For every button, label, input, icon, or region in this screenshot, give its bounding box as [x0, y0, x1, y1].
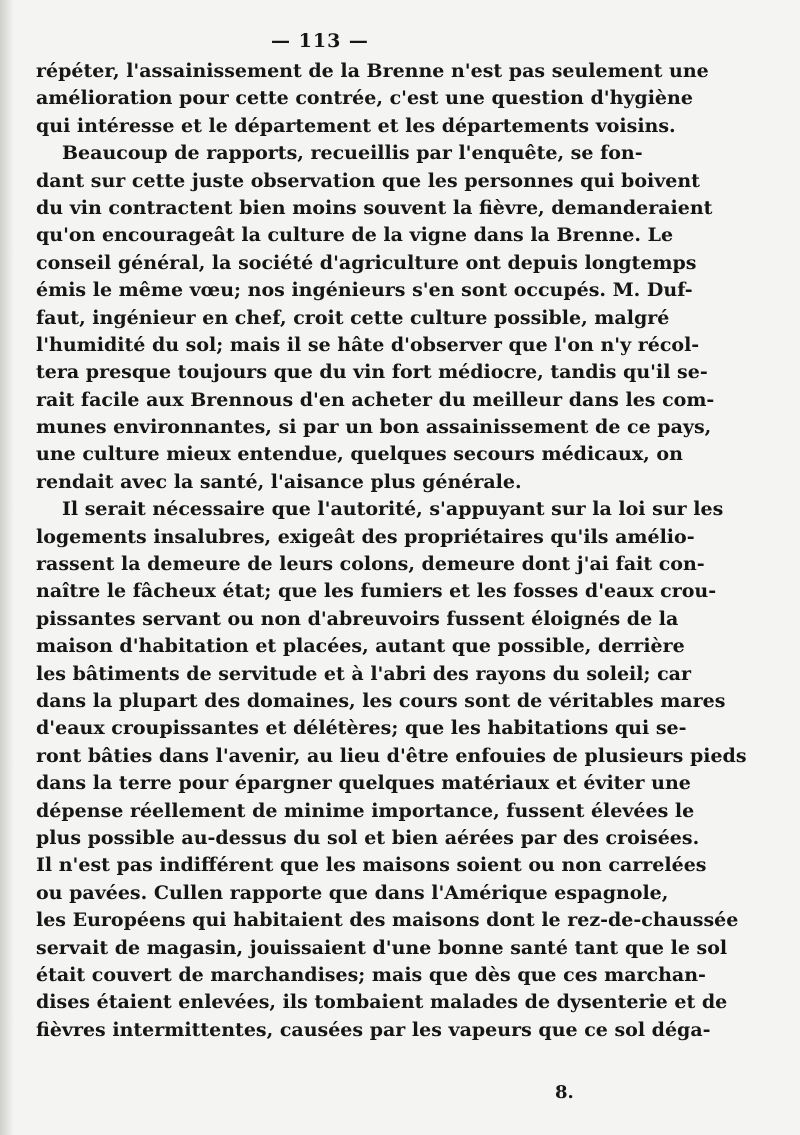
text-line: plus possible au-dessus du sol et bien aérées par des croisées.	[36, 826, 700, 849]
text-line: faut, ingénieur en chef, croit cette culture possible, malgré	[36, 306, 670, 329]
text-line: Beaucoup de rapports, recueillis par l'enquête, se fon-	[62, 142, 643, 165]
text-line: qui intéresse et le département et les départements voisins.	[36, 114, 676, 137]
text-line: munes environnantes, si par un bon assainissement de ce pays,	[36, 416, 712, 439]
text-line: les bâtiments de servitude et à l'abri des rayons du soleil; car	[36, 662, 691, 685]
text-line: les Européens qui habitaient des maisons dont le rez-de-chaussée	[36, 909, 739, 932]
text-line: servait de magasin, jouissaient d'une bonne santé tant que le sol	[36, 936, 728, 959]
text-line: fièvres intermittentes, causées par les vapeurs que ce sol déga-	[36, 1018, 711, 1041]
text-line: rait facile aux Brennous d'en acheter du meilleur dans les com-	[36, 388, 715, 411]
text-line: dises étaient enlevées, ils tombaient malades de dysenterie et de	[36, 991, 728, 1014]
page-gutter-shadow	[0, 0, 14, 1135]
text-line: émis le même vœu; nos ingénieurs s'en sont occupés. M. Duf-	[36, 279, 693, 302]
text-line: ront bâties dans l'avenir, au lieu d'être enfouies de plusieurs pieds	[36, 744, 747, 767]
text-line: dépense réellement de minime importance, fussent élevées le	[36, 799, 695, 822]
text-line: d'eaux croupissantes et délétères; que les habitations qui se-	[36, 717, 687, 740]
text-line: dant sur cette juste observation que les personnes qui boivent	[36, 169, 700, 192]
signature-mark: 8.	[555, 1082, 574, 1103]
text-line: du vin contractent bien moins souvent la fièvre, demanderaient	[36, 196, 713, 219]
text-line: rassent la demeure de leurs colons, demeure dont j'ai fait con-	[36, 553, 705, 576]
body-text	[36, 58, 747, 1044]
text-line: amélioration pour cette contrée, c'est une question d'hygiène	[36, 87, 693, 110]
text-line: dans la terre pour épargner quelques matériaux et éviter une	[36, 772, 691, 795]
text-line: ou pavées. Cullen rapporte que dans l'Amérique espagnole,	[36, 881, 669, 904]
text-line: qu'on encourageât la culture de la vigne dans la Brenne. Le	[36, 224, 674, 247]
text-line: était couvert de marchandises; mais que dès que ces marchan-	[36, 963, 706, 986]
text-line: Il n'est pas indifférent que les maisons soient ou non carrelées	[36, 854, 707, 877]
text-line: rendait avec la santé, l'aisance plus générale.	[36, 470, 522, 493]
text-line: logements insalubres, exigeât des propriétaires qu'ils amélio-	[36, 525, 695, 548]
text-line: répéter, l'assainissement de la Brenne n'est pas seulement une	[36, 60, 709, 82]
text-line: Il serait nécessaire que l'autorité, s'appuyant sur la loi sur les	[62, 498, 724, 521]
text-line: dans la plupart des domaines, les cours sont de véritables mares	[36, 689, 726, 712]
text-line: pissantes servant ou non d'abreuvoirs fussent éloignés de la	[36, 607, 679, 630]
page-number-header: — 113 —	[271, 30, 369, 52]
text-line: naître le fâcheux état; que les fumiers et les fosses d'eaux crou-	[36, 580, 717, 603]
text-line: l'humidité du sol; mais il se hâte d'observer que l'on n'y récol-	[36, 333, 700, 356]
text-line: une culture mieux entendue, quelques secours médicaux, on	[36, 443, 683, 466]
text-line: maison d'habitation et placées, autant que possible, derrière	[36, 635, 685, 658]
text-line: tera presque toujours que du vin fort médiocre, tandis qu'il se-	[36, 361, 708, 384]
text-line: conseil général, la société d'agriculture ont depuis longtemps	[36, 251, 697, 274]
